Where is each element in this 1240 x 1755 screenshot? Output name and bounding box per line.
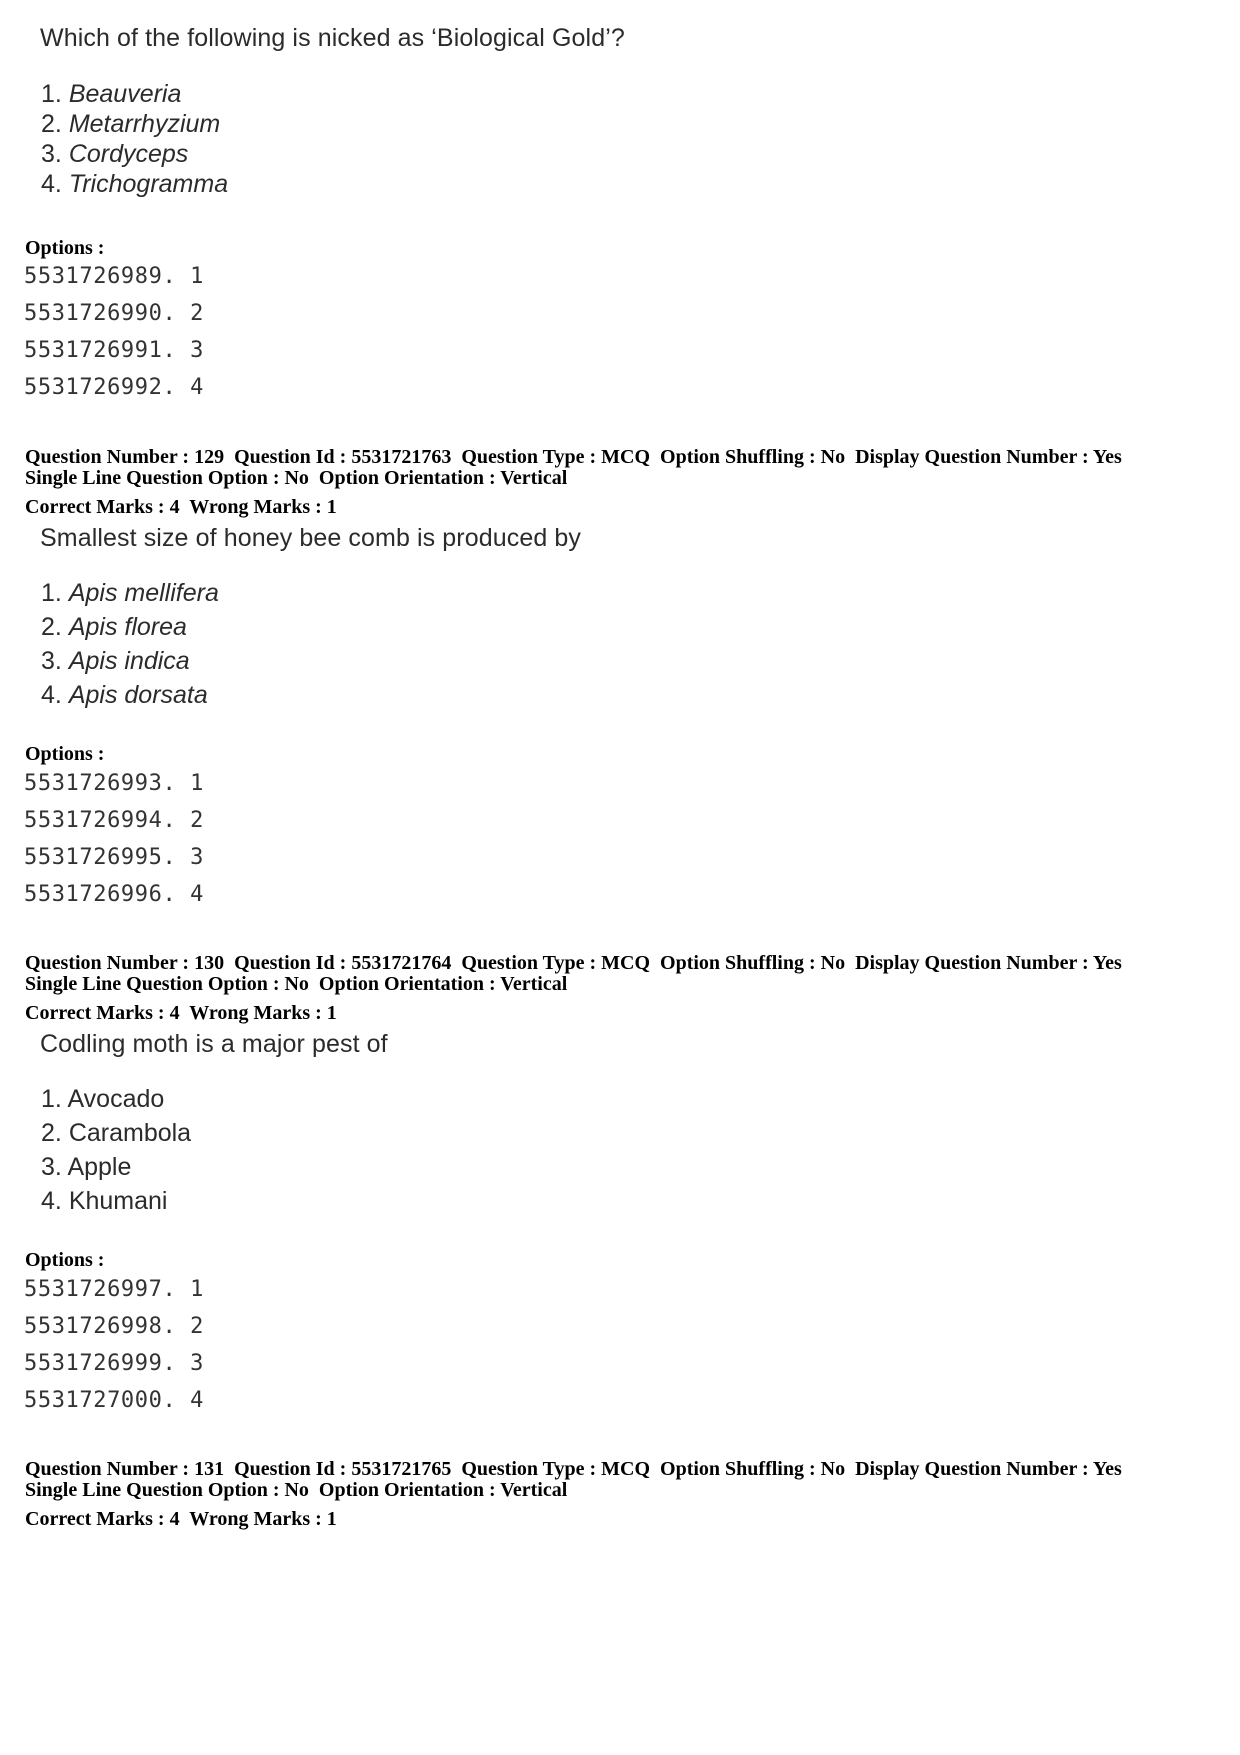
question-meta-line1: Question Number : 130 Question Id : 5531721764 Question Type : MCQ Option Shuffling : No Display Question Number : Yes bbox=[25, 952, 1122, 974]
choice-text: Apis florea bbox=[68, 613, 187, 641]
question-meta-line1: Question Number : 131 Question Id : 5531721765 Question Type : MCQ Option Shuffling : No Display Question Number : Yes bbox=[25, 1458, 1122, 1480]
choice-number: 3. bbox=[41, 140, 62, 168]
choice-text: Trichogramma bbox=[68, 170, 229, 198]
choice-1 bbox=[41, 1084, 164, 1114]
choice-number: 4. bbox=[41, 170, 62, 198]
choice-number: 2. bbox=[41, 110, 62, 138]
choice-number: 1. bbox=[41, 579, 62, 607]
choice-3 bbox=[41, 139, 188, 169]
choice-number: 4. bbox=[41, 1187, 62, 1215]
choice-4 bbox=[41, 169, 228, 199]
option-id: 5531726994. 2 bbox=[24, 808, 204, 833]
choice-text: Carambola bbox=[68, 1119, 192, 1147]
choice-4 bbox=[41, 1186, 167, 1216]
options-label: Options : bbox=[25, 743, 105, 765]
choice-number: 1. bbox=[41, 1085, 62, 1113]
option-id: 5531726996. 4 bbox=[24, 882, 204, 907]
choice-2 bbox=[41, 109, 220, 139]
option-id: 5531726993. 1 bbox=[24, 771, 204, 796]
choice-2 bbox=[41, 1118, 191, 1148]
question-text: Which of the following is nicked as ‘Biological Gold’? bbox=[40, 24, 625, 52]
choice-text: Beauveria bbox=[68, 80, 182, 108]
question-marks: Correct Marks : 4 Wrong Marks : 1 bbox=[25, 1002, 337, 1024]
options-label: Options : bbox=[25, 237, 105, 259]
question-meta-line2: Single Line Question Option : No Option Orientation : Vertical bbox=[25, 467, 568, 489]
option-id: 5531726999. 3 bbox=[24, 1351, 204, 1376]
choice-number: 1. bbox=[41, 80, 62, 108]
choice-text: Metarrhyzium bbox=[68, 110, 221, 138]
choice-text: Apis indica bbox=[68, 647, 190, 675]
option-id: 5531726992. 4 bbox=[24, 375, 204, 400]
choice-number: 3. bbox=[41, 647, 62, 675]
choice-text: Khumani bbox=[68, 1187, 168, 1215]
question-meta-line2: Single Line Question Option : No Option Orientation : Vertical bbox=[25, 973, 568, 995]
option-id: 5531726995. 3 bbox=[24, 845, 204, 870]
choice-1 bbox=[41, 79, 181, 109]
option-id: 5531726990. 2 bbox=[24, 301, 204, 326]
option-id: 5531726998. 2 bbox=[24, 1314, 204, 1339]
options-label: Options : bbox=[25, 1249, 105, 1271]
choice-number: 2. bbox=[41, 613, 62, 641]
choice-1 bbox=[41, 578, 219, 608]
question-marks: Correct Marks : 4 Wrong Marks : 1 bbox=[25, 496, 337, 518]
question-text: Codling moth is a major pest of bbox=[40, 1030, 388, 1058]
choice-text: Apple bbox=[67, 1153, 132, 1181]
question-meta-line2: Single Line Question Option : No Option Orientation : Vertical bbox=[25, 1479, 568, 1501]
option-id: 5531726989. 1 bbox=[24, 264, 204, 289]
choice-text: Cordyceps bbox=[68, 140, 189, 168]
question-marks: Correct Marks : 4 Wrong Marks : 1 bbox=[25, 1508, 337, 1530]
choice-number: 4. bbox=[41, 681, 62, 709]
question-text: Smallest size of honey bee comb is produced by bbox=[40, 524, 582, 552]
choice-text: Apis dorsata bbox=[68, 681, 208, 709]
choice-text: Apis mellifera bbox=[68, 579, 219, 607]
choice-number: 2. bbox=[41, 1119, 62, 1147]
choice-2 bbox=[41, 612, 187, 642]
choice-3 bbox=[41, 1152, 131, 1182]
choice-number: 3. bbox=[41, 1153, 62, 1181]
choice-3 bbox=[41, 646, 190, 676]
option-id: 5531726997. 1 bbox=[24, 1277, 204, 1302]
question-meta-line1: Question Number : 129 Question Id : 5531721763 Question Type : MCQ Option Shuffling : No Display Question Number : Yes bbox=[25, 446, 1122, 468]
option-id: 5531726991. 3 bbox=[24, 338, 204, 363]
choice-text: Avocado bbox=[67, 1085, 165, 1113]
option-id: 5531727000. 4 bbox=[24, 1388, 204, 1413]
choice-4 bbox=[41, 680, 208, 710]
